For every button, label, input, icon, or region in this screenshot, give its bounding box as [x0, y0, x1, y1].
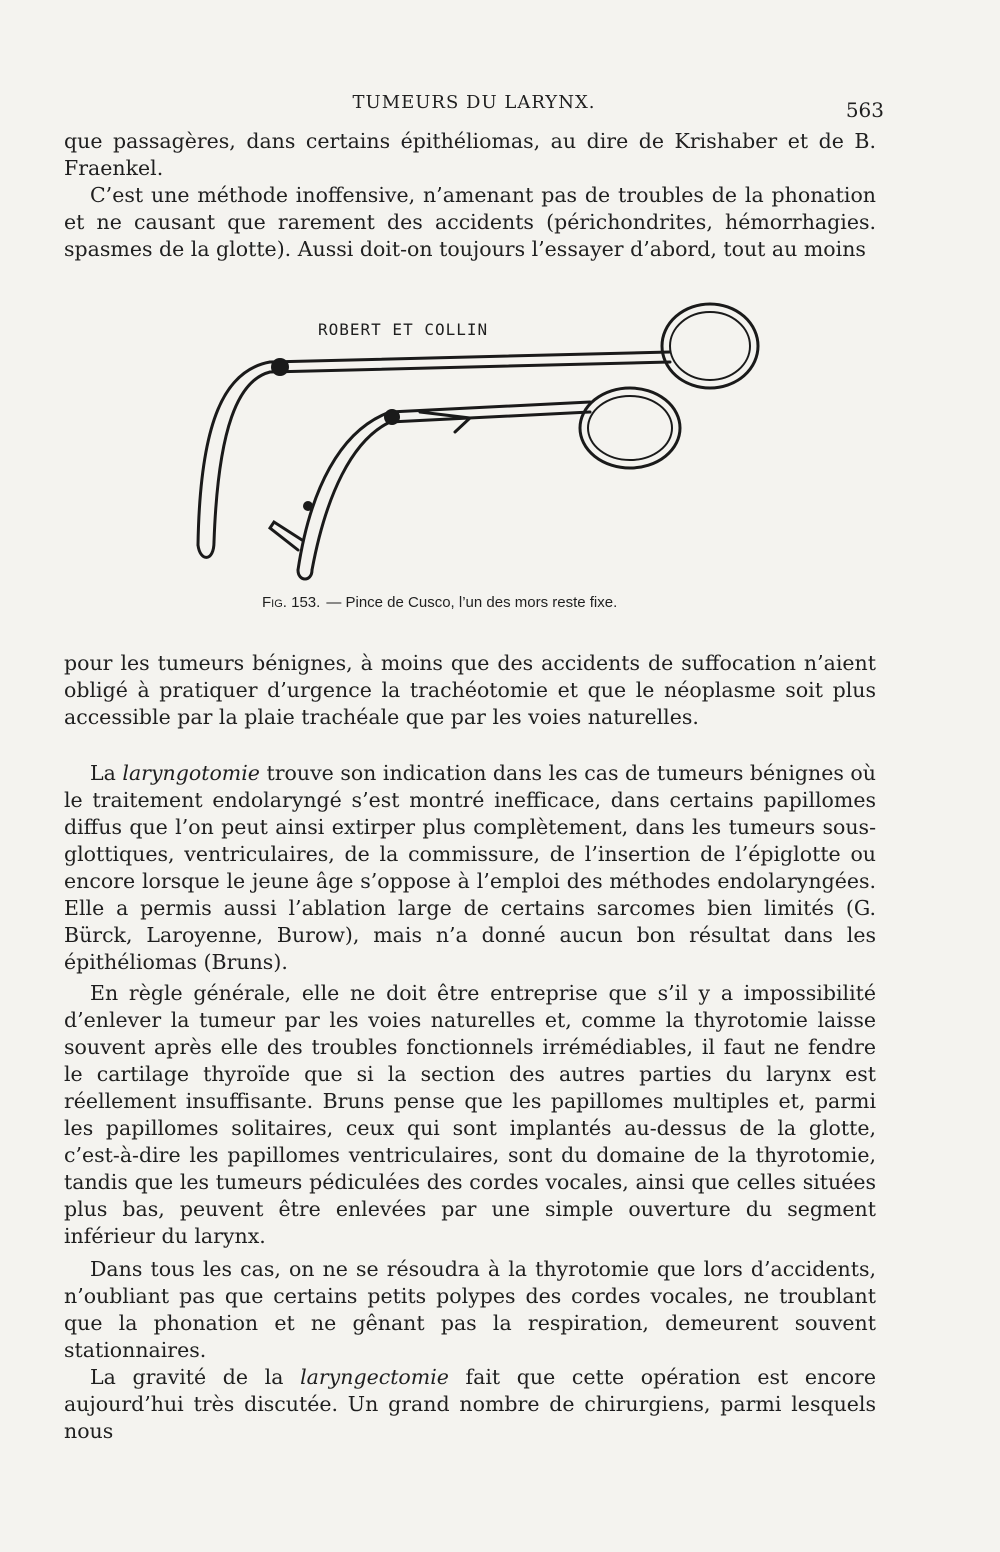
- term-laryngectomie: laryngectomie: [300, 1365, 449, 1389]
- paragraph-7: [64, 1364, 876, 1445]
- page-header: [64, 92, 884, 122]
- upper-pivot-screw: [271, 358, 289, 376]
- paragraph-4-rest: trouve son indication dans les cas de tumeurs bénignes où le traitement endolaryngé s’est montré inefficace, dans certains papillomes diffus que l’on peut ainsi extirper plus complètement, dans les tumeurs sous-glottiques, ventriculaires, de la commissure, de l’insertion de l’épiglotte ou encore lorsque le jeune âge s’oppose à l’emploi des méthodes endolaryngées. Elle a permis aussi l’ablation large de certains sarcomes bien limités (G. Bürck, Laroyenne, Burow), mais n’a donné aucun bon résultat dans les épithéliomas (Bruns).: [64, 761, 876, 974]
- paragraph-1: que passagères, dans certains épithéliomas, au dire de Krishaber et de B. Fraenkel.: [64, 129, 876, 180]
- lower-ring-handle: [580, 388, 680, 468]
- jaw-rivet: [303, 501, 313, 511]
- upper-ring-handle: [662, 304, 758, 388]
- term-laryngotomie: laryngotomie: [122, 761, 260, 785]
- instrument-maker-mark: ROBERT ET COLLIN: [318, 320, 489, 339]
- paragraph-7-rest: fait que cette opération est encore aujourd’hui très discutée. Un grand nombre de chirurgiens, parmi lesquels nous: [64, 1365, 876, 1443]
- forceps-inner-shank: [298, 412, 390, 570]
- paragraph-4-lead: La: [90, 761, 116, 785]
- forceps-upper-arm: [270, 352, 670, 362]
- paragraph-4: [64, 760, 876, 976]
- forceps-illustration: [170, 300, 790, 590]
- paragraph-7-lead: La gravité de la: [90, 1365, 284, 1389]
- paragraph-2: C’est une méthode inoffensive, n’amenant pas de troubles de la phonation et ne causant que rarement des accidents (périchondrites, hémorrhagies. spasmes de la glotte). Aussi doit-on toujours l’essayer d’abord, tout au moins: [64, 183, 876, 261]
- lower-pivot-screw: [384, 409, 400, 425]
- figure-label: Fig. 153.: [262, 594, 321, 611]
- paragraph-5: En règle générale, elle ne doit être entreprise que s’il y a impossibilité d’enlever la tumeur par les voies naturelles et, comme la thyrotomie laisse souvent après elle des troubles fonctionnels irrémédiables, il faut ne fendre le cartilage thyroïde que si la section des autres parties du larynx est réellement insuffisante. Bruns pense que les papillomes multiples et, parmi les papillomes solitaires, ceux qui sont implantés au-dessus de la glotte, c’est-à-dire les papillomes ventriculaires, sont du domaine de la thyrotomie, tandis que les tumeurs pédiculées des cordes vocales, ainsi que celles situées plus bas, peuvent être enlevées par une simple ouverture du segment inférieur du larynx.: [64, 981, 876, 1248]
- page-number: 563: [845, 98, 884, 122]
- paragraph-6: Dans tous les cas, on ne se résoudra à la thyrotomie que lors d’accidents, n’oubliant pas que certains petits polypes des cordes vocales, ne troublant que la phonation et ne gênant pas la respiration, demeurent souvent stationnaires.: [64, 1257, 876, 1362]
- figure-caption-text: — Pince de Cusco, l’un des mors reste fixe.: [326, 594, 618, 611]
- paragraph-3: pour les tumeurs bénignes, à moins que des accidents de suffocation n’aient obligé à pratiquer d’urgence la trachéotomie et que le néoplasme soit plus accessible par la plaie trachéale que par les voies naturelles.: [64, 651, 876, 729]
- running-head: TUMEURS DU LARYNX.: [352, 92, 596, 113]
- forceps-shank: [198, 362, 270, 545]
- figure-caption: [262, 594, 617, 611]
- figure-153: [170, 300, 790, 620]
